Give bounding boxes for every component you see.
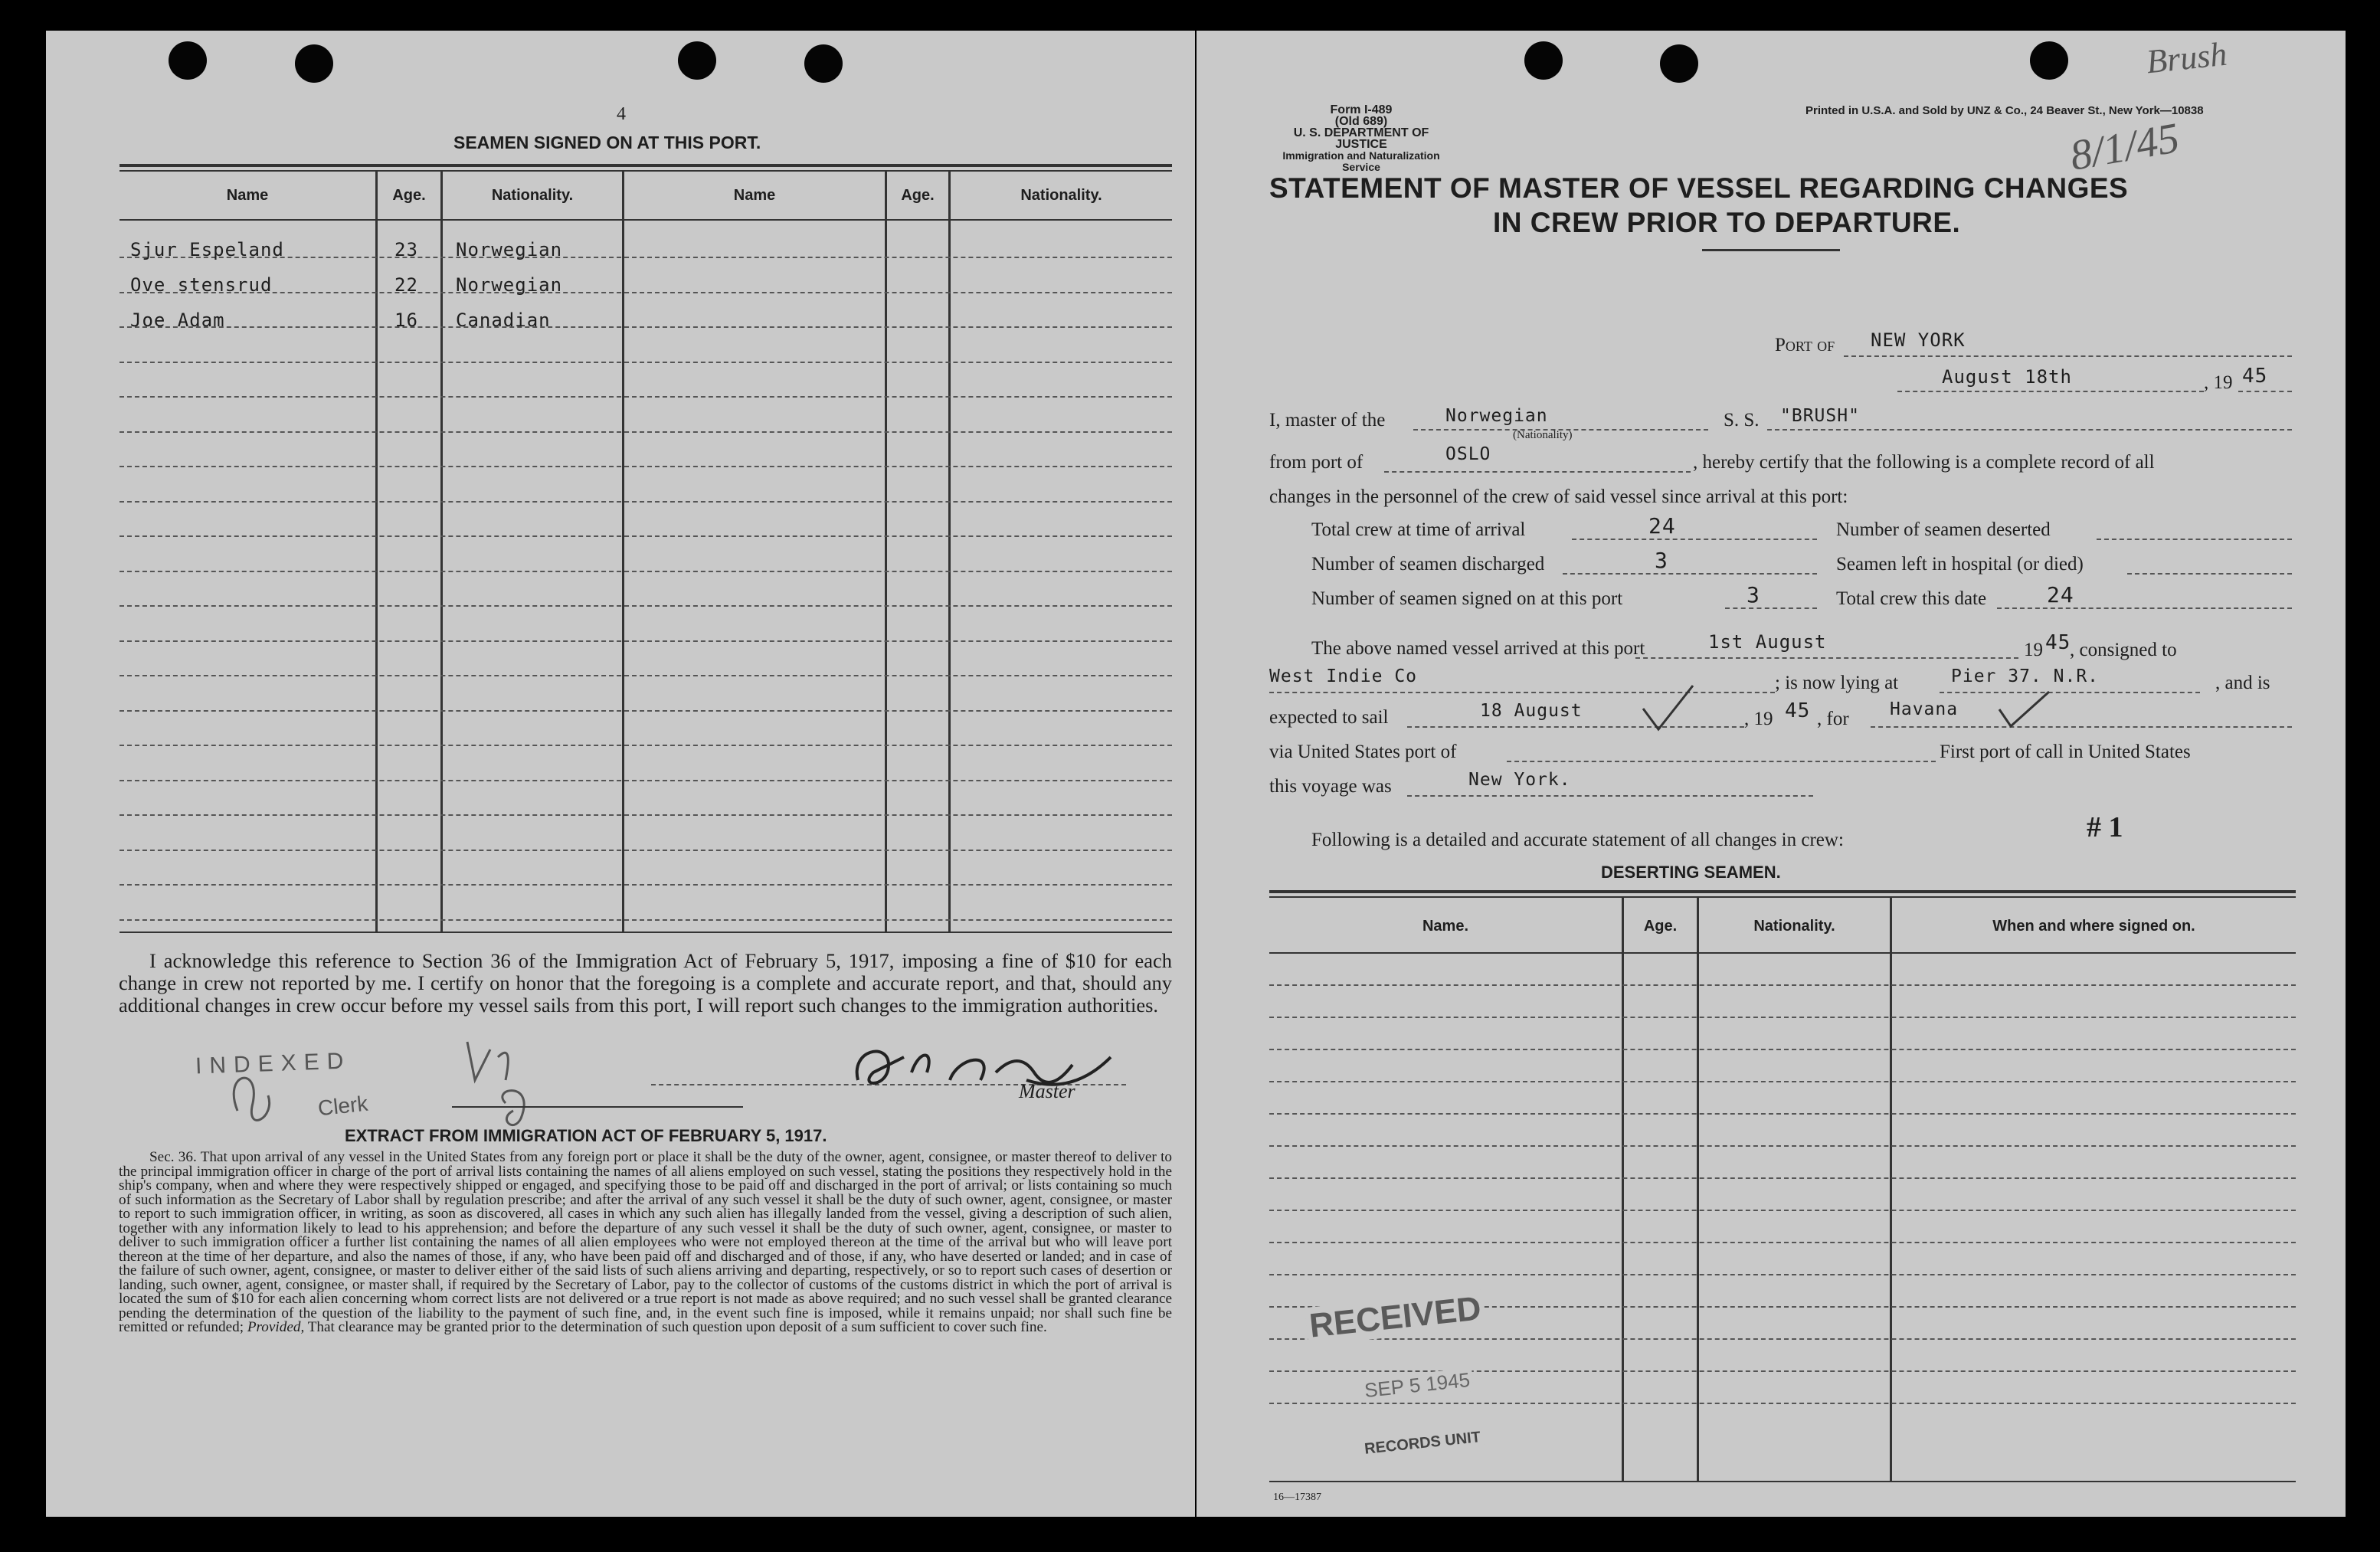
arrived-label: The above named vessel arrived at this port	[1311, 638, 1645, 659]
column-divider	[440, 170, 443, 933]
punch-hole	[1660, 44, 1698, 83]
sail-label: expected to sail	[1269, 707, 1389, 728]
crew-name: Ove stensrud	[130, 274, 273, 296]
arrived-line	[1635, 657, 2018, 659]
title-underline	[1702, 249, 1840, 251]
ship-line	[1767, 429, 2292, 431]
des-col-nationality: Nationality.	[1753, 918, 1835, 935]
clerk-initials	[214, 1026, 536, 1141]
table-row-line	[119, 362, 1172, 363]
crew-age: 23	[394, 239, 418, 260]
deserting-header-rule	[1269, 952, 2296, 954]
consigned-label: , consigned to	[2070, 640, 2177, 660]
printer-line: Printed in U.S.A. and Sold by UNZ & Co., 24 Beaver St., New York—10838	[1805, 104, 2204, 117]
punch-hole	[678, 41, 716, 80]
section-label: Sec. 36.	[149, 1149, 197, 1165]
received-stamp: RECEIVED	[1305, 1289, 1486, 1346]
arrived-value: 1st August	[1708, 631, 1827, 653]
table-row-line	[1269, 1081, 2296, 1082]
ship-name: "BRUSH"	[1780, 406, 1860, 426]
crew-age: 22	[394, 274, 418, 296]
deserted-line	[2097, 539, 2292, 540]
col-header-age: Age.	[392, 187, 426, 204]
table-row-line	[1269, 1113, 2296, 1115]
form-title-line2: IN CREW PRIOR TO DEPARTURE.	[1493, 207, 1961, 238]
signed-on-label: Number of seamen signed on at this port	[1311, 588, 1623, 609]
table-row-line	[119, 850, 1172, 851]
certify-text: , hereby certify that the following is a complete record of all	[1693, 452, 2155, 473]
table-row-line	[1269, 1177, 2296, 1179]
ss-label: S. S.	[1724, 410, 1760, 431]
crew-name: Sjur Espeland	[130, 239, 284, 260]
table-row-line	[119, 814, 1172, 816]
corner-note-ship: Brush	[2144, 34, 2229, 81]
voyage-label: this voyage was	[1269, 776, 1392, 797]
lying-value: Pier 37. N.R.	[1951, 666, 2100, 686]
discharged-value: 3	[1655, 548, 1668, 573]
port-value: NEW YORK	[1871, 329, 1966, 351]
table-row-line	[1269, 1338, 2296, 1340]
year2-prefix: 19	[2024, 640, 2043, 660]
table-row-line	[1269, 1242, 2296, 1243]
header-rule	[119, 219, 1172, 221]
table-row-line	[119, 501, 1172, 503]
table-row-line	[119, 780, 1172, 781]
extract-title: EXTRACT FROM IMMIGRATION ACT OF FEBRUARY 5, 1917.	[345, 1126, 827, 1145]
indexed-stamp: INDEXED	[195, 1048, 352, 1079]
date-value: August 18th	[1942, 366, 2072, 388]
deserted-label: Number of seamen deserted	[1836, 519, 2051, 540]
table-row-line	[119, 884, 1172, 886]
lying-line	[1940, 692, 2200, 693]
from-port-value: OSLO	[1445, 444, 1491, 464]
sail-value: 18 August	[1480, 701, 1583, 721]
punch-hole	[295, 44, 333, 83]
date-line	[1897, 391, 2204, 392]
table-row-line	[119, 919, 1172, 921]
column-divider	[948, 170, 951, 933]
total-crew-arrival-line	[1572, 539, 1817, 540]
crew-nationality: Canadian	[456, 309, 551, 331]
table-row-line	[119, 571, 1172, 572]
col-header-nationality: Nationality.	[491, 187, 574, 204]
deserting-heading: DESERTING SEAMEN.	[1601, 863, 1781, 882]
table-top-rule	[119, 164, 1172, 167]
table-row-line	[1269, 1210, 2296, 1211]
table-row-line	[1269, 1145, 2296, 1147]
table-row-line	[1269, 1274, 2296, 1275]
table-row-line	[1269, 1017, 2296, 1018]
signed-on-heading: SEAMEN SIGNED ON AT THIS PORT.	[453, 133, 761, 152]
form-title-line1: STATEMENT OF MASTER OF VESSEL REGARDING CHANGES	[1269, 172, 2129, 204]
form-header	[1273, 104, 1449, 173]
crew-name: Joe Adam	[130, 309, 225, 331]
table-row-line	[119, 640, 1172, 642]
table-top-rule	[119, 170, 1172, 172]
table-row-line	[1269, 1403, 2296, 1404]
check-mark-icon	[1995, 688, 2057, 734]
discharged-label: Number of seamen discharged	[1311, 554, 1545, 575]
year3-value: 45	[1785, 699, 1811, 722]
year-line	[2238, 391, 2292, 392]
for-line	[1871, 726, 2292, 728]
consignee-value: West Indie Co	[1269, 666, 1418, 686]
voyage-line	[1407, 795, 1813, 797]
column-divider	[622, 170, 624, 933]
table-row-line	[119, 466, 1172, 467]
table-row-line	[119, 431, 1172, 433]
nationality-value: Norwegian	[1445, 406, 1548, 426]
section-end: That clearance may be granted prior to the determination of such question upon deposit of a sum sufficient to cover such fine.	[307, 1319, 1047, 1335]
total-crew-arrival-label: Total crew at time of arrival	[1311, 519, 1526, 540]
section-body: That upon arrival of any vessel in the United States from any foreign port or place it shall be the duty of the owner, agent, consignee, or master thereof to deliver to the principal immigration officer in charge of the port of arrival lists containing the names of all aliens employed on such vessel, stating the positions they respectively hold in the ship's company, when and where they were respectively shipped or engaged, and specifying those to be paid off and discharged in the port of arrival; or lists containing so much of such information as the Secretary of Labor shall by regulation prescribe; and after the arrival of any such vessel it shall be the duty of such owner, agent, consignee, or master to report to such immigration officer, in writing, as soon as discovered, all cases in which any such alien has illegally landed from the vessel, giving a description of such alien, together with any information likely to lead to his apprehension; and before the departure of any such vessel it shall be the duty of such owner, agent, consignee, or master to deliver to such immigration officer a further list containing the names of all alien employees who were not employed thereon at the time of the arrival but who will leave port thereon at the time of her departure, and also the names of those, if any, who have been paid off and discharged and of those, if any, who have deserted or landed; and in case of the failure of such owner, agent, consignee, or master to deliver either of the said lists of such aliens arriving and departing, respectively, or so to report such cases of desertion or landing, such owner, agent, consignee, or master shall, if required by the Secretary of Labor, pay to the collector of customs of the customs district in which the port of arrival is located the sum of $10 for each alien concerning whom correct lists are not delivered or a true report is not made as above required; and no such vessel shall be granted clearance pending the determination of the question of the liability to the payment of such fine, and, in the event such fine is imposed, while it remains unpaid; nor shall such fine be remitted or refunded;	[119, 1149, 1172, 1335]
footer-code: 16—17387	[1273, 1491, 1321, 1503]
signed-on-value: 3	[1747, 582, 1760, 607]
deserting-table-bottom-rule	[1269, 1481, 2296, 1482]
check-mark-icon	[1639, 682, 1701, 735]
port-line	[1844, 355, 2292, 357]
table-row-line	[119, 605, 1172, 607]
crew-nationality: Norwegian	[456, 239, 563, 260]
punch-hole	[2030, 41, 2068, 80]
table-row-line	[119, 326, 1172, 328]
clerk-stamp: Clerk	[316, 1091, 369, 1121]
total-crew-date-line	[1997, 607, 2292, 609]
des-col-name: Name.	[1422, 918, 1469, 935]
from-port-line	[1384, 471, 1691, 473]
year3-prefix: , 19	[1744, 709, 1773, 729]
port-label: Port of	[1775, 335, 1835, 355]
table-row-line	[119, 675, 1172, 676]
master-signature	[843, 1026, 1149, 1103]
col-header-name: Name	[226, 187, 269, 204]
form-number: Form I-489	[1330, 103, 1393, 116]
table-row-line	[119, 745, 1172, 746]
total-crew-date-value: 24	[2047, 582, 2074, 607]
for-value: Havana	[1890, 699, 1959, 719]
records-unit-stamp: RECORDS UNIT	[1360, 1429, 1485, 1459]
table-row-line	[1269, 984, 2296, 986]
department: U. S. DEPARTMENT OF JUSTICE	[1293, 126, 1429, 151]
crew-age: 16	[394, 309, 418, 331]
table-row-line	[119, 292, 1172, 293]
corner-note-date: 8/1/45	[2066, 114, 2183, 180]
deserting-table-top-rule	[1269, 890, 2296, 893]
via-line	[1507, 761, 1936, 762]
column-divider	[885, 170, 887, 933]
from-port-label: from port of	[1269, 452, 1364, 473]
table-row-line	[119, 396, 1172, 398]
signed-on-line	[1725, 607, 1817, 609]
table-bottom-rule	[119, 932, 1172, 933]
master-of-label: I, master of the	[1269, 410, 1386, 431]
punch-hole	[1524, 41, 1563, 80]
deserting-table-top-rule	[1269, 896, 2296, 898]
table-row-line	[1269, 1049, 2296, 1050]
lying-label: ; is now lying at	[1775, 673, 1899, 693]
divider	[452, 1106, 743, 1108]
page-number: 4	[617, 104, 626, 124]
form-old-number: (Old 689)	[1334, 115, 1388, 128]
col-header-name: Name	[733, 187, 776, 204]
via-label: via United States port of	[1269, 742, 1457, 762]
service: Immigration and Naturalization Service	[1282, 149, 1440, 173]
first-port-label: First port of call in United States	[1940, 742, 2191, 762]
hospital-line	[2127, 573, 2292, 575]
master-label: Master	[1019, 1080, 1075, 1102]
discharged-line	[1563, 573, 1817, 575]
table-row-line	[1269, 1370, 2296, 1372]
punch-hole	[804, 44, 843, 83]
and-is-label: , and is	[2215, 673, 2270, 693]
changes-text: changes in the personnel of the crew of said vessel since arrival at this port:	[1269, 486, 1848, 507]
year-value: 45	[2242, 365, 2268, 388]
received-date-stamp: SEP 5 1945	[1360, 1367, 1475, 1403]
left-page	[46, 31, 1195, 1517]
des-col-signed-on: When and where signed on.	[1992, 918, 2195, 935]
col-header-nationality: Nationality.	[1020, 187, 1102, 204]
section-36-text	[119, 1151, 1172, 1335]
punch-hole	[169, 41, 207, 80]
col-header-age: Age.	[901, 187, 935, 204]
total-crew-date-label: Total crew this date	[1836, 588, 1987, 609]
for-label: , for	[1817, 709, 1849, 729]
following-text: Following is a detailed and accurate statement of all changes in crew:	[1311, 830, 1844, 850]
year-prefix: , 19	[2204, 372, 2233, 393]
table-row-line	[119, 710, 1172, 712]
right-page	[1197, 31, 2346, 1517]
nationality-caption: (Nationality)	[1513, 429, 1573, 441]
total-crew-arrival-value: 24	[1648, 513, 1676, 539]
voyage-value: New York.	[1468, 770, 1571, 790]
column-divider	[375, 170, 378, 933]
year2-value: 45	[2045, 631, 2071, 654]
section-provided: Provided,	[247, 1319, 305, 1335]
des-col-age: Age.	[1643, 918, 1678, 935]
table-row-line	[119, 535, 1172, 537]
hospital-label: Seamen left in hospital (or died)	[1836, 554, 2084, 575]
acknowledgment-text: I acknowledge this reference to Section 36 of the Immigration Act of February 5, 1917, imposing a fine of $10 for each change in crew not reported by me. I certify on honor that the foregoing is a complete and accurate report, and that, should any additional changes in crew occur before my vessel sails from this port, I will report such changes to the immigration authorities.	[119, 949, 1172, 1017]
sheet-mark: # 1	[2087, 811, 2123, 843]
crew-nationality: Norwegian	[456, 274, 563, 296]
